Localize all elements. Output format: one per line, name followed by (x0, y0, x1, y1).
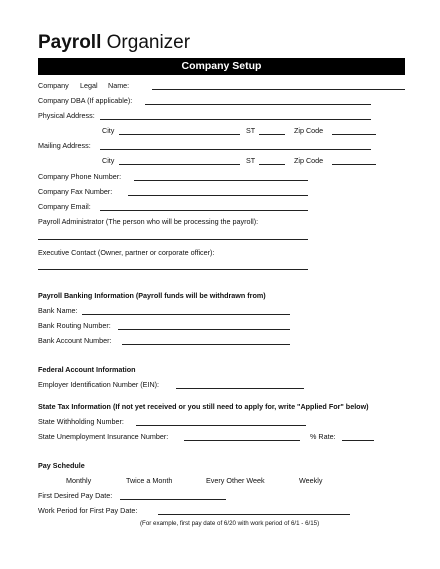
physical-city-label: City (102, 126, 115, 135)
option-every-other-week[interactable]: Every Other Week (206, 476, 265, 485)
account-field[interactable] (122, 344, 290, 345)
mailing-address-label: Mailing Address: (38, 141, 91, 150)
banner-label: Company Setup (181, 60, 262, 72)
work-period-field[interactable] (158, 514, 350, 515)
bank-name-label: Bank Name: (38, 306, 78, 315)
mailing-address-field[interactable] (100, 149, 371, 150)
email-field[interactable] (100, 210, 308, 211)
routing-field[interactable] (118, 329, 290, 330)
executive-contact-label: Executive Contact (Owner, partner or corporate officer): (38, 248, 215, 257)
ein-label: Employer Identification Number (EIN): (38, 380, 160, 389)
routing-label: Bank Routing Number: (38, 321, 111, 330)
legal-legal-label: Legal (80, 81, 98, 90)
executive-contact-field[interactable] (38, 269, 308, 270)
fax-label: Company Fax Number: (38, 187, 113, 196)
physical-st-label: ST (246, 126, 256, 135)
legal-name-label: Name: (108, 81, 130, 90)
mailing-st-label: ST (246, 156, 256, 165)
mailing-st-field[interactable] (259, 164, 285, 165)
work-period-label: Work Period for First Pay Date: (38, 506, 138, 515)
physical-zip-label: Zip Code (294, 126, 324, 135)
mailing-city-label: City (102, 156, 115, 165)
email-label: Company Email: (38, 202, 91, 211)
banking-heading: Payroll Banking Information (Payroll funds will be withdrawn from) (38, 291, 266, 300)
state-heading: State Tax Information (If not yet received or you still need to apply for, write "Applied For" below) (38, 402, 369, 411)
account-label: Bank Account Number: (38, 336, 112, 345)
phone-field[interactable] (134, 180, 308, 181)
mailing-city-field[interactable] (119, 164, 240, 165)
unemployment-label: State Unemployment Insurance Number: (38, 432, 169, 441)
dba-field[interactable] (145, 104, 371, 105)
mailing-zip-field[interactable] (332, 164, 376, 165)
first-pay-date-label: First Desired Pay Date: (38, 491, 113, 500)
physical-zip-field[interactable] (332, 134, 376, 135)
phone-label: Company Phone Number: (38, 172, 122, 181)
payroll-admin-label: Payroll Administrator (The person who will be processing the payroll): (38, 217, 259, 226)
option-weekly[interactable]: Weekly (299, 476, 323, 485)
payroll-admin-field[interactable] (38, 239, 308, 240)
mailing-zip-label: Zip Code (294, 156, 324, 165)
schedule-heading: Pay Schedule (38, 461, 85, 470)
title-rest: Organizer (101, 32, 191, 53)
federal-heading: Federal Account Information (38, 365, 136, 374)
withholding-field[interactable] (136, 425, 306, 426)
company-setup-banner (38, 58, 405, 75)
bank-name-field[interactable] (82, 314, 290, 315)
withholding-label: State Withholding Number: (38, 417, 124, 426)
legal-name-field[interactable] (152, 89, 405, 90)
option-twice-a-month[interactable]: Twice a Month (126, 476, 173, 485)
legal-company-label: Company (38, 81, 69, 90)
work-period-example-note: (For example, first pay date of 6/20 with work period of 6/1 - 6/15) (140, 520, 320, 527)
rate-label: % Rate: (310, 432, 336, 441)
dba-label: Company DBA (If applicable): (38, 96, 133, 105)
physical-city-field[interactable] (119, 134, 240, 135)
first-pay-date-field[interactable] (120, 499, 226, 500)
rate-field[interactable] (342, 440, 374, 441)
title-bold: Payroll (38, 32, 102, 53)
document-title (38, 32, 190, 54)
physical-st-field[interactable] (259, 134, 285, 135)
option-monthly[interactable]: Monthly (66, 476, 92, 485)
ein-field[interactable] (176, 388, 304, 389)
physical-address-label: Physical Address: (38, 111, 95, 120)
physical-address-field[interactable] (100, 119, 371, 120)
fax-field[interactable] (128, 195, 308, 196)
unemployment-field[interactable] (184, 440, 300, 441)
